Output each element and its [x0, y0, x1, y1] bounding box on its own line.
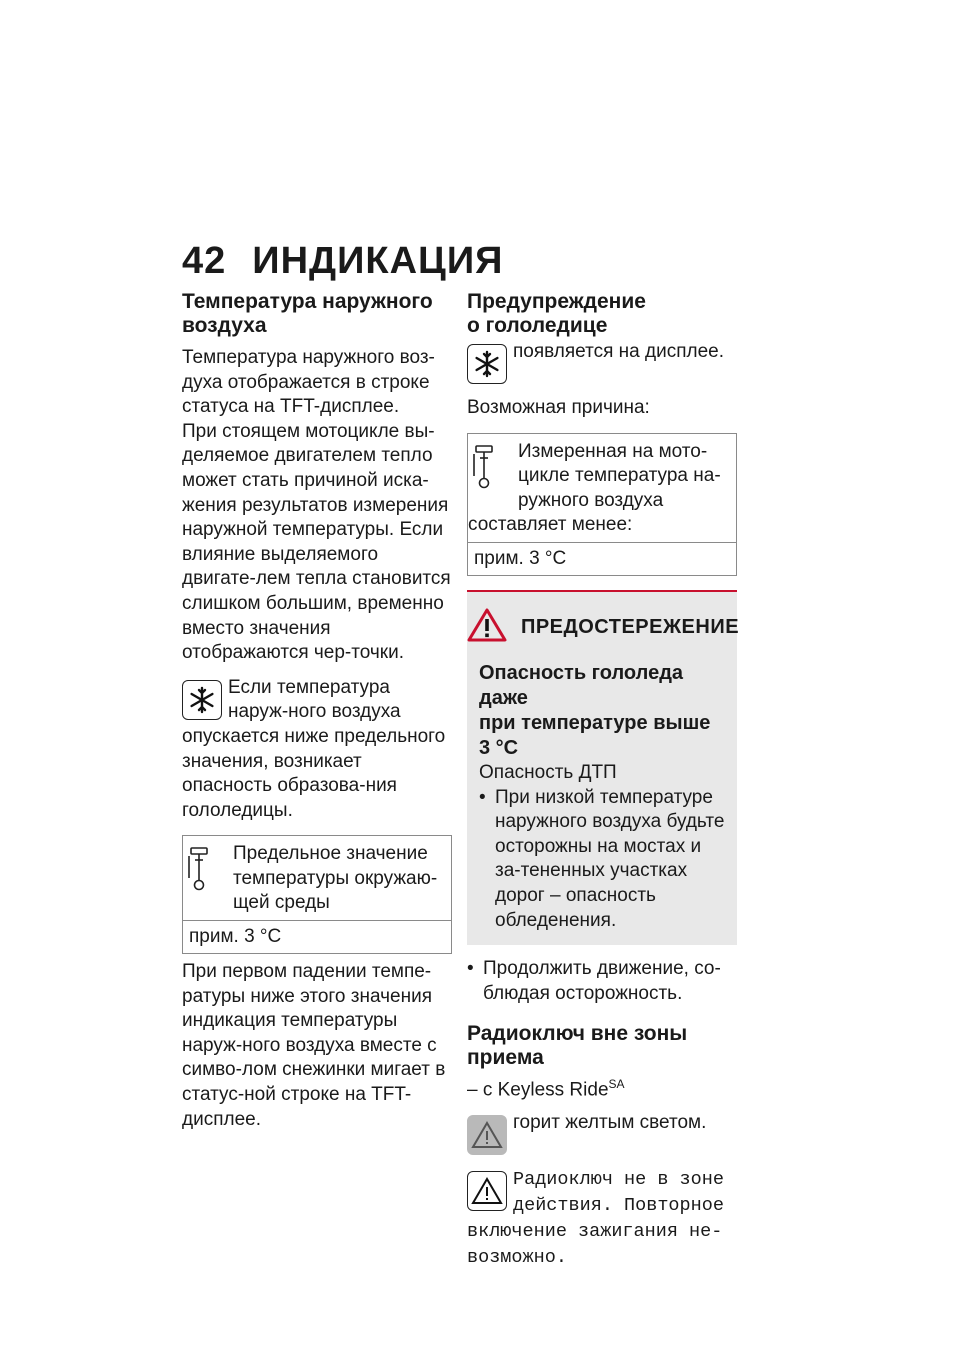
outside-temp-paragraph-3: При первом падении темпе-ратуры ниже этого значения индикация температуры наруж-ного воздуха вместе с симво-лом снежинки мигает в статус-ной строке на TFT-дисплее.: [182, 961, 446, 1130]
warning-title: Опасность гололеда даже при температуре выше 3 °C: [479, 661, 711, 759]
limit-value-label-row: [183, 836, 451, 920]
limit-value-label: Предельное значение температуры окружаю-щей среды: [233, 843, 438, 914]
left-column: [182, 290, 452, 1132]
measured-temp-label: Измеренная на мото-цикле температура на-ружного воздуха составляет менее:: [468, 440, 721, 536]
possible-cause-label: Возможная причина:: [467, 397, 650, 418]
warning-header: [479, 608, 740, 647]
radio-key-message: [467, 1167, 737, 1271]
page-number: 42: [182, 240, 227, 282]
outside-temp-paragraph-1: Температура наружного воз-духа отображается в строке статуса на TFT-дисплее.: [182, 347, 435, 418]
thermometer-icon: [472, 444, 512, 490]
measured-temp-label-row: [468, 434, 736, 542]
radio-key-message-text: Радиоключ не в зоне действия. Повторное включение зажигания не-возможно.: [467, 1169, 724, 1269]
page-header: [182, 240, 503, 283]
warning-label: ПРЕДОСТЕРЕЖЕНИЕ: [520, 615, 740, 638]
section-heading-ice-warning: Предупреждение о гололедице: [467, 290, 646, 337]
ice-warning-note-text: появляется на дисплее.: [513, 341, 724, 362]
ice-warning-note: [467, 340, 737, 386]
measured-temp-value: прим. 3 °C: [468, 542, 736, 575]
warning-bullet: • При низкой температуре наружного воздуха будьте осторожны на мостах и за-тененных участках дорог – опасность обледенения.: [479, 786, 725, 931]
limit-value: прим. 3 °C: [183, 920, 451, 953]
page-title: ИНДИКАЦИЯ: [252, 240, 504, 282]
snowflake-note-text: Если температура наруж-ного воздуха опускается ниже предельного значения, возникает опасность образова-ния гололедицы.: [182, 676, 446, 821]
outside-temp-paragraph-2: При стоящем мотоцикле вы-деляемое двигателем тепло может стать причиной иска-жения результатов измерения наружной температуры. Если влияние выделяемого двигате-лем тепла становится слишком большим, временно вместо значения отображаются чер-точки.: [182, 420, 451, 664]
snowflake-icon: [467, 344, 507, 384]
warning-subtitle: Опасность ДТП: [479, 761, 617, 783]
keyless-ride-option: – с Keyless Ride$^{SA}$: [467, 1077, 625, 1101]
radio-key-lit-text: горит желтым светом.: [513, 1112, 707, 1134]
continue-bullet: • Продолжить движение, со-блюдая осторожность.: [467, 958, 721, 1004]
warning-triangle-icon: [467, 1171, 507, 1211]
right-column: [467, 290, 740, 1271]
bullet-dot: •: [479, 786, 486, 808]
measured-temp-table: [467, 433, 737, 576]
thermometer-icon: [187, 846, 227, 892]
warning-triangle-icon: [467, 1115, 507, 1155]
section-heading-outside-temp: Температура наружного воздуха: [182, 290, 433, 337]
section-heading-radio-key: Радиоключ вне зоны приема: [467, 1022, 688, 1070]
bullet-dot: •: [467, 958, 474, 980]
warning-panel: [467, 590, 740, 945]
radio-key-lit-note: [467, 1111, 737, 1157]
snowflake-note: [182, 676, 452, 824]
snowflake-icon: [182, 680, 222, 720]
option-superscript: SA: [608, 1077, 625, 1092]
limit-value-table: [182, 835, 452, 954]
warning-triangle-icon: [467, 608, 507, 647]
